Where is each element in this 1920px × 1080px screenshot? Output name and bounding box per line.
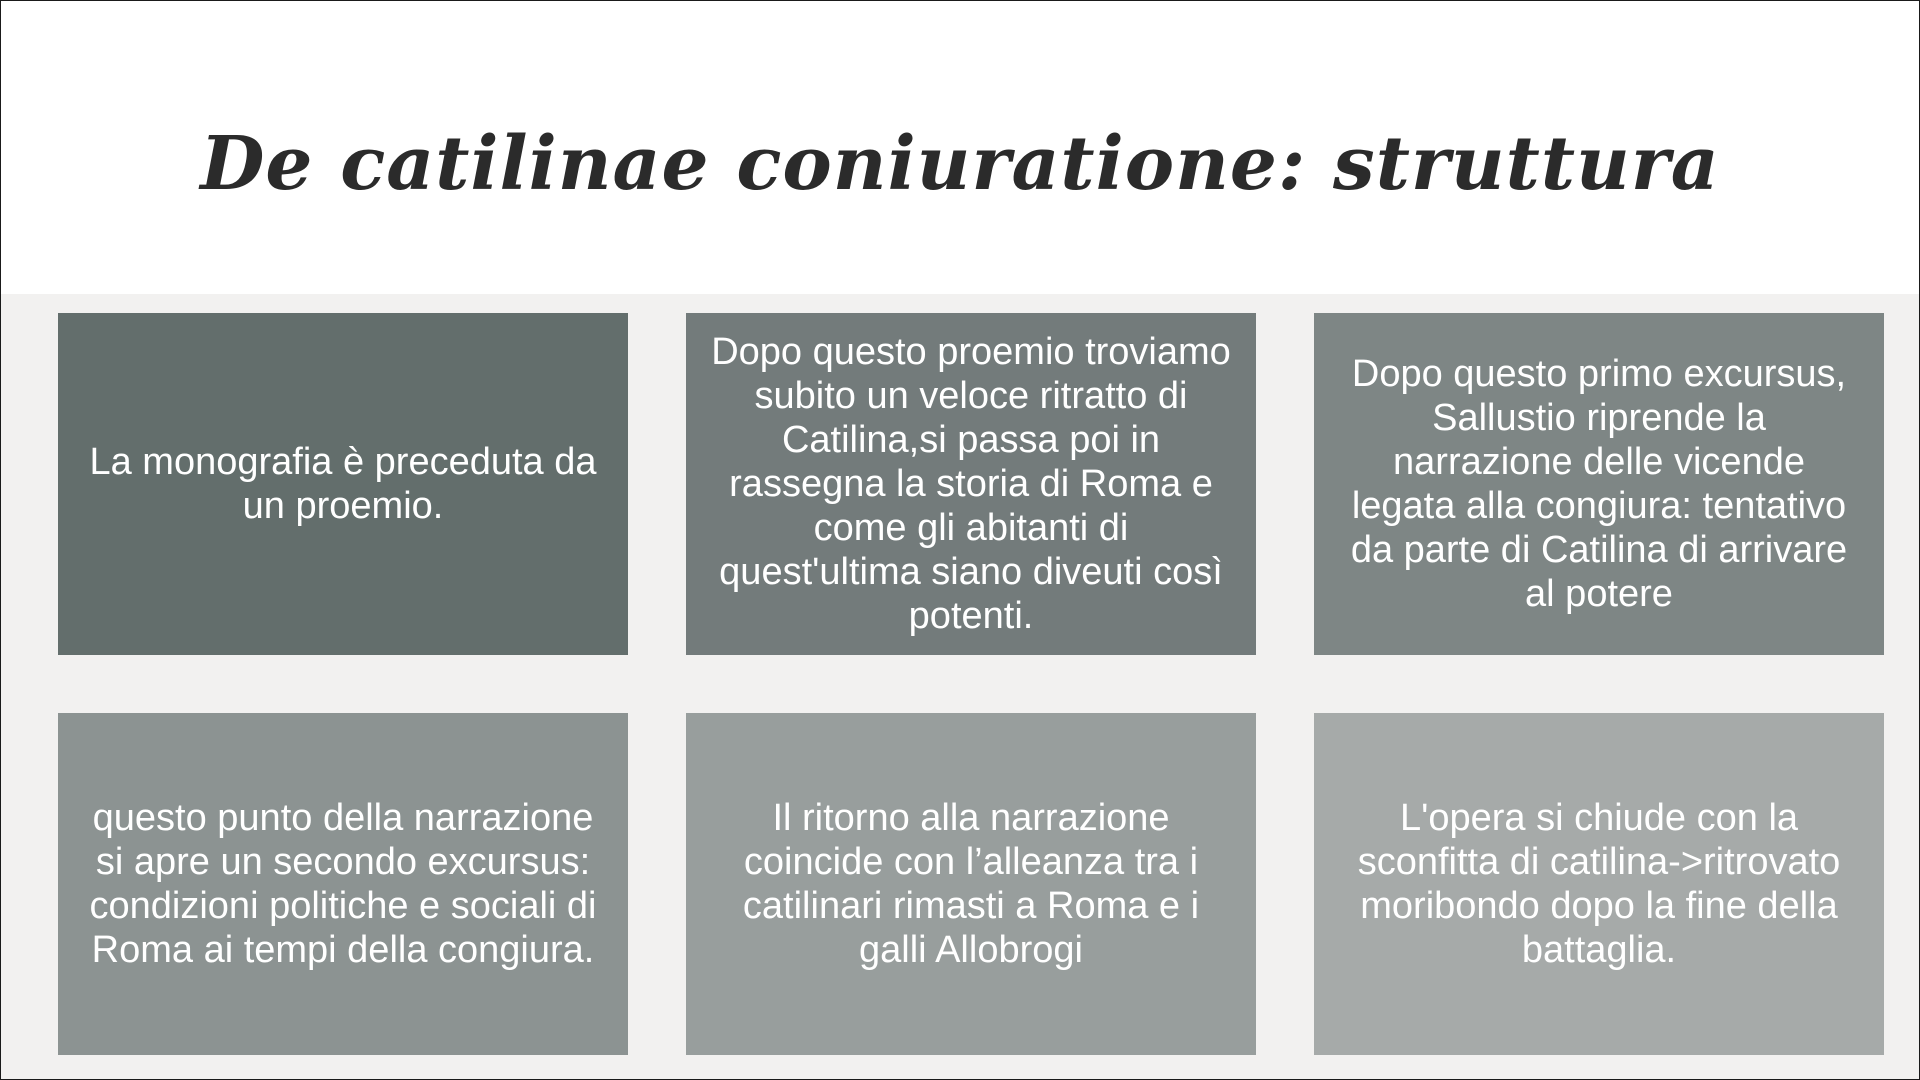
slide-title: De catilinae coniuratione: struttura: [200, 121, 1720, 207]
card-secondo-excursus: [58, 713, 628, 1055]
card-text: L'opera si chiude con la sconfitta di catilina->ritrovato moribondo dopo la fine della battaglia.: [1357, 797, 1841, 971]
title-band: [1, 1, 1919, 294]
card-proemio: [58, 313, 628, 655]
card-text: Dopo questo proemio troviamo subito un veloce ritratto di Catilina,si passa poi in rassegna la storia di Roma e come gli abitanti di quest'ultima siano diveuti così potenti.: [711, 331, 1231, 637]
card-text: La monografia è preceduta da un proemio.: [89, 441, 597, 527]
card-alleanza-allobrogi: [686, 713, 1256, 1055]
card-sconfitta-catilina: [1314, 713, 1884, 1055]
card-text: Il ritorno alla narrazione coincide con l’alleanza tra i catilinari rimasti a Roma e i galli Allobrogi: [742, 797, 1200, 971]
card-text: questo punto della narrazione si apre un secondo excursus: condizioni politiche e sociali di Roma ai tempi della congiura.: [89, 797, 597, 971]
card-primo-excursus: [1314, 313, 1884, 655]
card-ritratto-catilina: [686, 313, 1256, 655]
card-text: Dopo questo primo excursus, Sallustio riprende la narrazione delle vicende legata alla congiura: tentativo da parte di Catilina di arrivare al potere: [1350, 353, 1848, 615]
